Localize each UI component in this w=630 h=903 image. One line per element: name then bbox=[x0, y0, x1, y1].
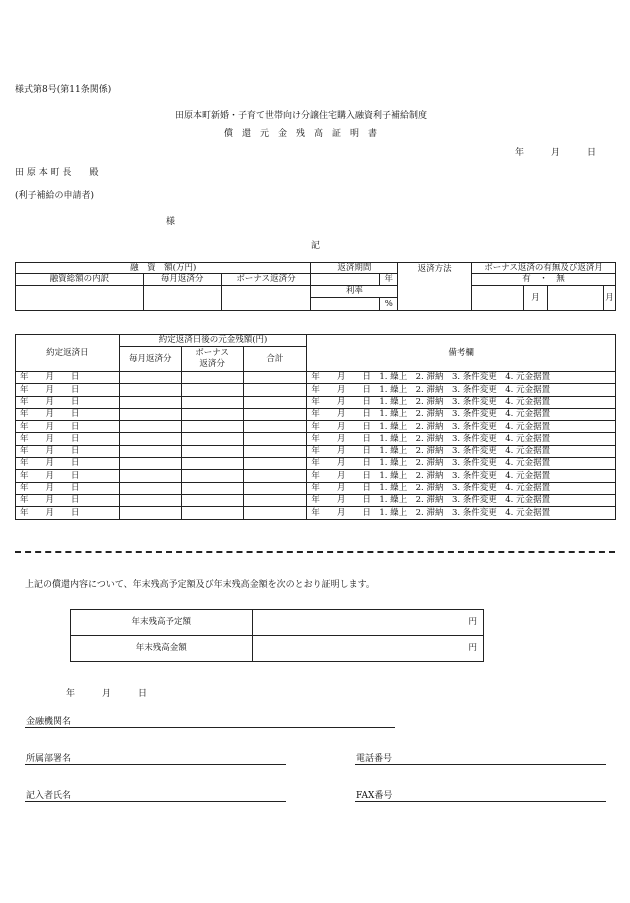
row-monthly-cell[interactable] bbox=[119, 372, 181, 384]
bonus-header: ボーナス返済の有無及び返済月 bbox=[472, 263, 616, 274]
row-bonus-cell[interactable] bbox=[181, 494, 243, 506]
row-date-cell[interactable]: 年 月 日 bbox=[16, 421, 120, 433]
institution-label: 金融機関名 bbox=[26, 717, 72, 727]
row-total-cell[interactable] bbox=[243, 482, 307, 494]
breakdown-cell[interactable] bbox=[16, 286, 144, 311]
balance-header: 約定返済日後の元金残額(円) bbox=[119, 335, 307, 347]
writer-label: 記入者氏名 bbox=[26, 791, 72, 801]
year-end-balance-table bbox=[70, 609, 484, 662]
remarks-header: 備考欄 bbox=[307, 335, 616, 372]
row-total-cell[interactable] bbox=[243, 408, 307, 420]
row-date-cell[interactable]: 年 月 日 bbox=[16, 396, 120, 408]
document-title: 償 還 元 金 残 高 証 明 書 bbox=[224, 129, 378, 139]
row-bonus-cell[interactable] bbox=[181, 458, 243, 470]
row-date-cell[interactable]: 年 月 日 bbox=[16, 507, 120, 519]
row-remark-cell[interactable]: 年 月 日 1. 繰上 2. 滞納 3. 条件変更 4. 元金据置 bbox=[307, 507, 616, 519]
table-row bbox=[16, 458, 616, 470]
row-bonus-cell[interactable] bbox=[181, 396, 243, 408]
row-remark-cell[interactable]: 年 月 日 1. 繰上 2. 滞納 3. 条件変更 4. 元金据置 bbox=[307, 482, 616, 494]
table-row bbox=[16, 494, 616, 506]
row-total-cell[interactable] bbox=[243, 384, 307, 396]
bonus-repay-header: ボーナス返済分 bbox=[221, 274, 311, 286]
total-header: 合計 bbox=[243, 347, 307, 372]
row-bonus-cell[interactable] bbox=[181, 408, 243, 420]
certification-date: 年 月 日 bbox=[66, 689, 148, 699]
row-bonus-cell[interactable] bbox=[181, 470, 243, 482]
percent-unit: % bbox=[380, 298, 398, 311]
row-monthly-cell[interactable] bbox=[119, 408, 181, 420]
row-date-cell[interactable]: 年 月 日 bbox=[16, 372, 120, 384]
row-remark-cell[interactable]: 年 月 日 1. 繰上 2. 滞納 3. 条件変更 4. 元金据置 bbox=[307, 372, 616, 384]
bonus-header: ボーナス 返済分 bbox=[181, 347, 243, 372]
loan-table bbox=[15, 262, 616, 311]
row-monthly-cell[interactable] bbox=[119, 494, 181, 506]
phone-line[interactable] bbox=[355, 764, 606, 765]
row-remark-cell[interactable]: 年 月 日 1. 繰上 2. 滞納 3. 条件変更 4. 元金据置 bbox=[307, 396, 616, 408]
row-total-cell[interactable] bbox=[243, 445, 307, 457]
bonus-repay-cell[interactable] bbox=[221, 286, 311, 311]
honorific-sama: 様 bbox=[166, 217, 176, 227]
row-total-cell[interactable] bbox=[243, 458, 307, 470]
scheduled-amount-cell[interactable] bbox=[252, 610, 483, 636]
row-total-cell[interactable] bbox=[243, 421, 307, 433]
month-unit-1: 月 bbox=[524, 286, 548, 311]
row-remark-cell[interactable]: 年 月 日 1. 繰上 2. 滞納 3. 条件変更 4. 元金据置 bbox=[307, 470, 616, 482]
row-monthly-cell[interactable] bbox=[119, 482, 181, 494]
row-monthly-cell[interactable] bbox=[119, 421, 181, 433]
breakdown-header: 融資総額の内訳 bbox=[16, 274, 144, 286]
actual-label: 年末残高金額 bbox=[71, 636, 253, 662]
institution-line[interactable] bbox=[25, 727, 395, 728]
applicant-label: (利子補給の申請者) bbox=[15, 191, 95, 201]
row-date-cell[interactable]: 年 月 日 bbox=[16, 445, 120, 457]
row-bonus-cell[interactable] bbox=[181, 445, 243, 457]
rate-label: 利率 bbox=[311, 286, 398, 298]
row-remark-cell[interactable]: 年 月 日 1. 繰上 2. 滞納 3. 条件変更 4. 元金据置 bbox=[307, 384, 616, 396]
fax-label: FAX番号 bbox=[356, 791, 393, 801]
row-monthly-cell[interactable] bbox=[119, 507, 181, 519]
bonus-yes-no[interactable]: 有 ・ 無 bbox=[472, 274, 616, 286]
row-total-cell[interactable] bbox=[243, 470, 307, 482]
scheduled-label: 年末残高予定額 bbox=[71, 610, 253, 636]
repay-method-header: 返済方法 bbox=[398, 263, 472, 311]
row-date-cell[interactable]: 年 月 日 bbox=[16, 408, 120, 420]
writer-line[interactable] bbox=[25, 801, 286, 802]
row-date-cell[interactable]: 年 月 日 bbox=[16, 384, 120, 396]
row-total-cell[interactable] bbox=[243, 494, 307, 506]
table-row bbox=[16, 507, 616, 519]
row-date-cell[interactable]: 年 月 日 bbox=[16, 458, 120, 470]
form-number: 様式第8号(第11条関係) bbox=[15, 85, 112, 95]
issue-date: 年 月 日 bbox=[515, 148, 597, 158]
row-date-cell[interactable]: 年 月 日 bbox=[16, 494, 120, 506]
balance-table bbox=[15, 334, 616, 520]
bonus-month-2-cell[interactable] bbox=[547, 286, 603, 311]
row-remark-cell[interactable]: 年 月 日 1. 繰上 2. 滞納 3. 条件変更 4. 元金据置 bbox=[307, 494, 616, 506]
month-unit-2: 月 bbox=[603, 286, 615, 311]
program-title: 田原本町新婚・子育て世帯向け分譲住宅購入融資利子補給制度 bbox=[175, 111, 428, 121]
date-header: 約定返済日 bbox=[16, 335, 120, 372]
table-row bbox=[16, 408, 616, 420]
row-monthly-cell[interactable] bbox=[119, 458, 181, 470]
table-row bbox=[16, 396, 616, 408]
fax-line[interactable] bbox=[355, 801, 606, 802]
monthly-header: 毎月返済分 bbox=[119, 347, 181, 372]
table-row bbox=[16, 470, 616, 482]
row-total-cell[interactable] bbox=[243, 396, 307, 408]
row-monthly-cell[interactable] bbox=[119, 433, 181, 445]
row-remark-cell[interactable]: 年 月 日 1. 繰上 2. 滞納 3. 条件変更 4. 元金据置 bbox=[307, 458, 616, 470]
row-bonus-cell[interactable] bbox=[181, 507, 243, 519]
row-bonus-cell[interactable] bbox=[181, 482, 243, 494]
row-bonus-cell[interactable] bbox=[181, 384, 243, 396]
certification-statement: 上記の償還内容について、年末残高予定額及び年末残高金額を次のとおり証明します。 bbox=[25, 580, 375, 590]
phone-label: 電話番号 bbox=[356, 754, 393, 764]
row-bonus-cell[interactable] bbox=[181, 433, 243, 445]
table-row bbox=[16, 372, 616, 384]
department-label: 所属部署名 bbox=[26, 754, 72, 764]
row-monthly-cell[interactable] bbox=[119, 384, 181, 396]
row-monthly-cell[interactable] bbox=[119, 470, 181, 482]
table-row bbox=[16, 384, 616, 396]
table-row bbox=[16, 482, 616, 494]
repay-period-header: 返済期間 bbox=[311, 263, 398, 274]
cut-line bbox=[15, 551, 615, 553]
row-remark-cell[interactable]: 年 月 日 1. 繰上 2. 滞納 3. 条件変更 4. 元金据置 bbox=[307, 421, 616, 433]
row-bonus-cell[interactable] bbox=[181, 372, 243, 384]
department-line[interactable] bbox=[25, 764, 286, 765]
row-total-cell[interactable] bbox=[243, 507, 307, 519]
table-row bbox=[16, 433, 616, 445]
row-monthly-cell[interactable] bbox=[119, 396, 181, 408]
monthly-header: 毎月返済分 bbox=[143, 274, 221, 286]
row-remark-cell[interactable]: 年 月 日 1. 繰上 2. 滞納 3. 条件変更 4. 元金据置 bbox=[307, 445, 616, 457]
table-row bbox=[16, 445, 616, 457]
row-total-cell[interactable] bbox=[243, 372, 307, 384]
monthly-cell[interactable] bbox=[143, 286, 221, 311]
repay-period-cell[interactable] bbox=[311, 274, 380, 286]
year-unit: 年 bbox=[380, 274, 398, 286]
addressee: 田 原 本 町 長 殿 bbox=[15, 168, 99, 178]
bonus-month-1-cell[interactable] bbox=[472, 286, 524, 311]
row-total-cell[interactable] bbox=[243, 433, 307, 445]
rate-cell[interactable] bbox=[311, 298, 380, 311]
yen-unit: 円 bbox=[468, 617, 477, 628]
row-remark-cell[interactable]: 年 月 日 1. 繰上 2. 滞納 3. 条件変更 4. 元金据置 bbox=[307, 433, 616, 445]
row-remark-cell[interactable]: 年 月 日 1. 繰上 2. 滞納 3. 条件変更 4. 元金据置 bbox=[307, 408, 616, 420]
table-row bbox=[16, 421, 616, 433]
actual-amount-cell[interactable] bbox=[252, 636, 483, 662]
yen-unit: 円 bbox=[468, 643, 477, 654]
loan-amount-header: 融 資 額(万円) bbox=[16, 263, 311, 274]
row-date-cell[interactable]: 年 月 日 bbox=[16, 433, 120, 445]
row-bonus-cell[interactable] bbox=[181, 421, 243, 433]
row-date-cell[interactable]: 年 月 日 bbox=[16, 470, 120, 482]
row-date-cell[interactable]: 年 月 日 bbox=[16, 482, 120, 494]
row-monthly-cell[interactable] bbox=[119, 445, 181, 457]
ki-label: 記 bbox=[311, 241, 321, 251]
